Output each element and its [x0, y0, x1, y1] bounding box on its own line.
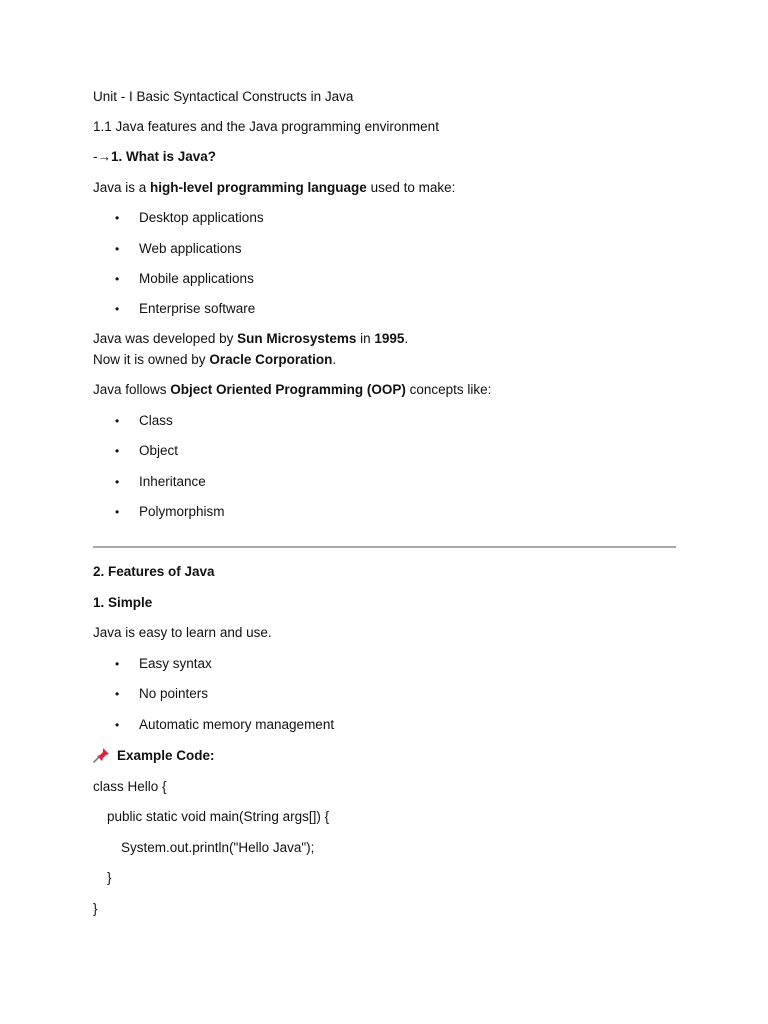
unit-title: Unit - I Basic Syntactical Constructs in Java: [93, 89, 354, 104]
owned-text-post: .: [332, 352, 337, 367]
owned-text-pre: Now it is owned by: [93, 352, 210, 367]
code-line: class Hello {: [93, 779, 167, 794]
code-line: System.out.println("Hello Java");: [121, 840, 315, 855]
code-line: }: [107, 870, 112, 885]
developed-text-mid: in: [356, 331, 375, 346]
developed-text-pre: Java was developed by: [93, 331, 238, 346]
simple-description: Java is easy to learn and use.: [93, 625, 272, 640]
dash-prefix: -: [93, 149, 98, 164]
bullet-icon: •: [115, 444, 120, 458]
list-item-text: Polymorphism: [139, 504, 225, 519]
list-item-text: Easy syntax: [139, 656, 212, 671]
bullet-icon: •: [115, 475, 120, 489]
list-item-text: No pointers: [139, 686, 209, 701]
simple-heading-text: 1. Simple: [93, 595, 153, 610]
simple-heading: [93, 594, 152, 612]
bullet-icon: •: [115, 242, 120, 256]
list-item-text: Mobile applications: [139, 271, 254, 286]
list-item: [115, 503, 225, 521]
list-item: [115, 716, 334, 734]
bullet-icon: •: [115, 211, 120, 225]
bullet-icon: •: [115, 687, 120, 701]
developed-paragraph: [93, 330, 408, 348]
developed-year: 1995: [374, 331, 405, 346]
list-item-text: Desktop applications: [139, 210, 264, 225]
oop-text-post: concepts like:: [405, 382, 492, 397]
example-code-heading: [93, 747, 215, 765]
bullet-icon: •: [115, 302, 120, 316]
list-item-text: Inheritance: [139, 474, 206, 489]
list-item-text: Web applications: [139, 241, 242, 256]
oop-paragraph: [93, 381, 491, 399]
list-item: [115, 685, 208, 703]
oop-text-pre: Java follows: [93, 382, 171, 397]
developed-text-post: .: [404, 331, 409, 346]
list-item-text: Class: [139, 413, 173, 428]
bullet-icon: •: [115, 657, 120, 671]
pushpin-icon: [93, 747, 111, 763]
list-item-text: Object: [139, 443, 179, 458]
intro-text-bold: high-level programming language: [150, 180, 367, 195]
owner-company: Oracle Corporation: [209, 352, 333, 367]
right-arrow-icon: →: [97, 149, 111, 164]
intro-text-post: used to make:: [366, 180, 456, 195]
features-heading-text: 2. Features of Java: [93, 564, 215, 579]
features-heading: [93, 563, 215, 581]
code-line: }: [93, 901, 98, 916]
list-item-text: Enterprise software: [139, 301, 256, 316]
bullet-icon: •: [115, 505, 120, 519]
oop-text-bold: Object Oriented Programming (OOP): [170, 382, 406, 397]
java-intro-paragraph: [93, 179, 455, 197]
what-is-java-heading: [93, 148, 216, 166]
list-item: [115, 412, 173, 430]
horizontal-divider: [93, 546, 676, 548]
intro-text-pre: Java is a: [93, 180, 151, 195]
list-item: [115, 300, 255, 318]
owned-paragraph: [93, 351, 336, 369]
section-heading-1-1: 1.1 Java features and the Java programming environment: [93, 119, 439, 134]
list-item: [115, 270, 254, 288]
list-item: [115, 442, 178, 460]
list-item: [115, 473, 206, 491]
developer-company: Sun Microsystems: [237, 331, 357, 346]
list-item: [115, 209, 264, 227]
bullet-icon: •: [115, 272, 120, 286]
bullet-icon: •: [115, 718, 120, 732]
example-heading-text: Example Code:: [117, 748, 215, 763]
bullet-icon: •: [115, 414, 120, 428]
code-line: public static void main(String args[]) {: [107, 809, 330, 824]
list-item-text: Automatic memory management: [139, 717, 335, 732]
list-item: [115, 655, 212, 673]
what-is-java-title: 1. What is Java?: [111, 149, 217, 164]
list-item: [115, 240, 242, 258]
